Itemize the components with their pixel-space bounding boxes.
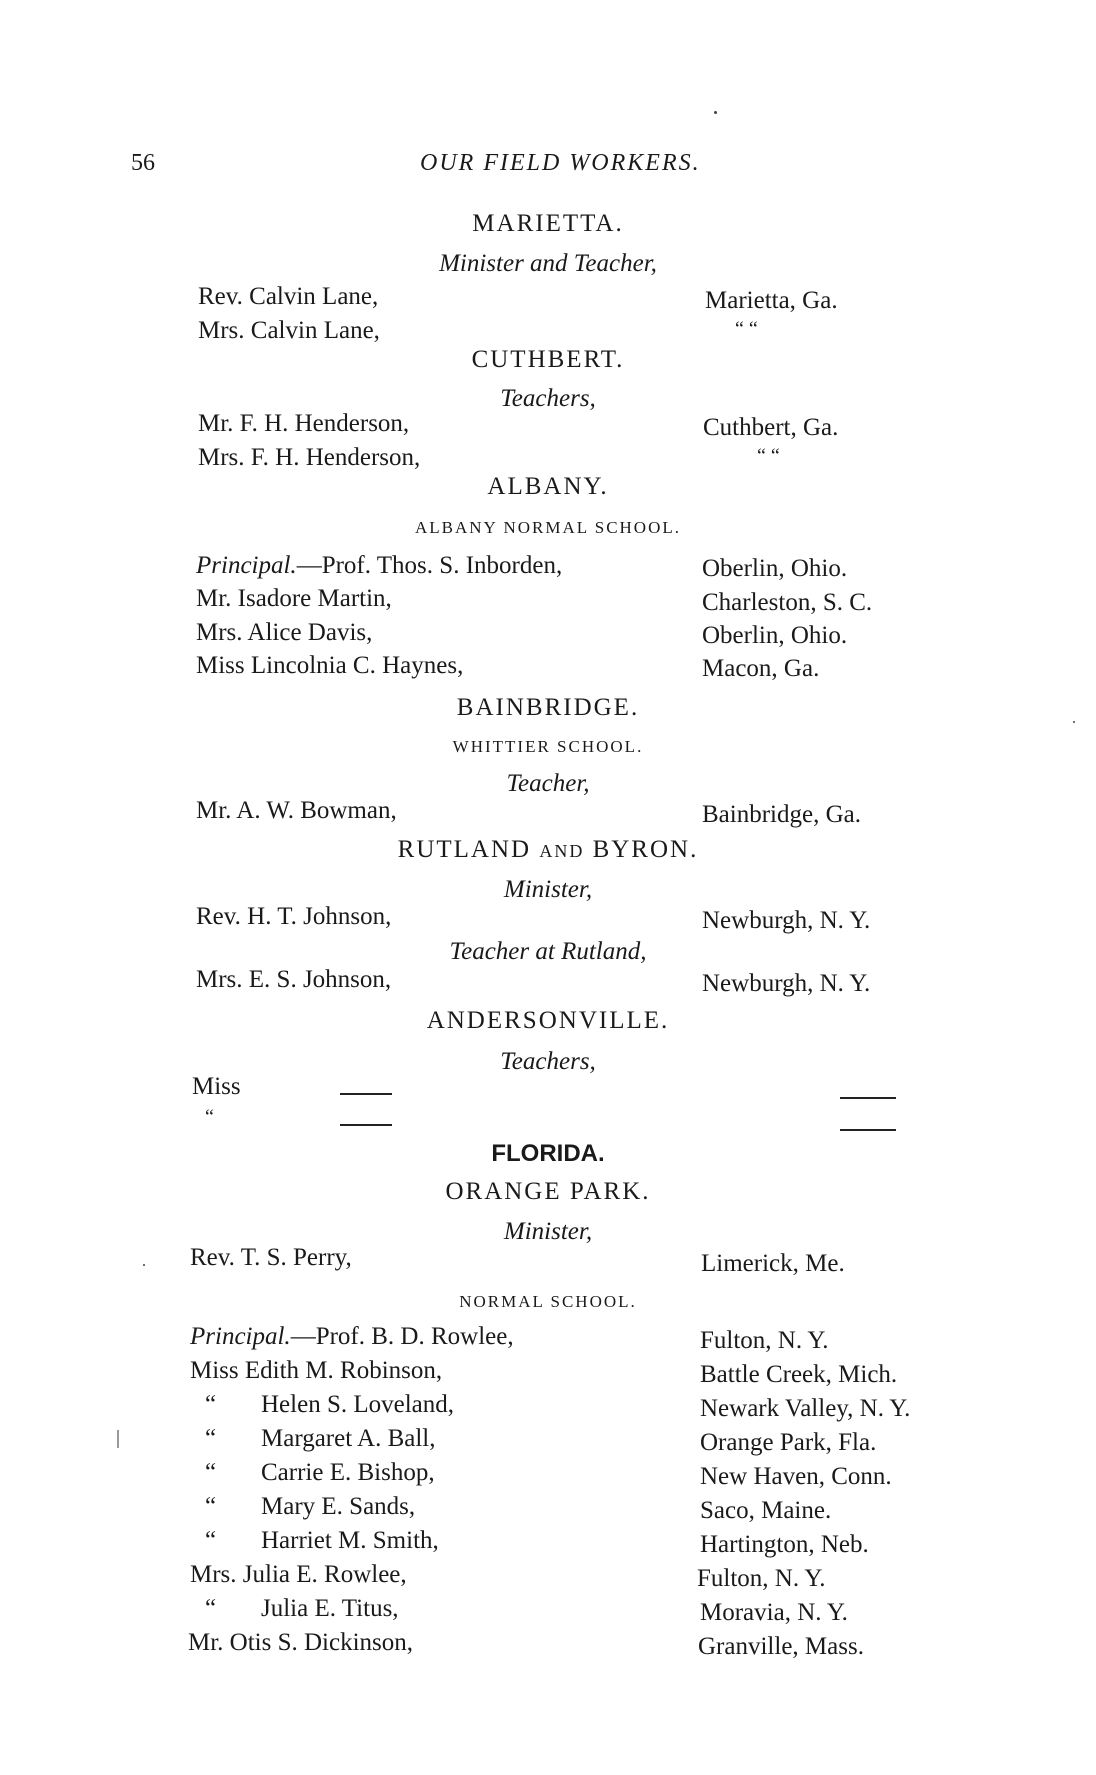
entry-name-text: Mary E. Sands, [261,1493,416,1520]
entry-name: Mr. Otis S. Dickinson, [188,1629,414,1656]
entry-name: Mrs. E. S. Johnson, [196,966,392,993]
role-orange-park: Minister, [503,1218,593,1245]
place-heading-albany: ALBANY. [487,473,609,500]
entry-name: Mr. F. H. Henderson, [198,410,410,437]
school-heading-albany: ALBANY NORMAL SCHOOL. [415,518,681,537]
page-number: 56 [131,150,155,176]
principal-name: —Prof. Thos. S. Inborden, [296,552,563,579]
entry-location: Hartington, Neb. [700,1531,869,1558]
heading-and: AND [539,841,585,861]
principal-label: Principal. [190,1323,291,1350]
role-cuthbert: Teachers, [500,385,596,412]
entry-name: Miss Lincolnia C. Haynes, [196,652,464,679]
place-heading-andersonville: ANDERSONVILLE. [426,1007,670,1034]
school-heading-bainbridge: WHITTIER SCHOOL. [452,737,644,756]
state-heading-florida: FLORIDA. [491,1140,605,1167]
entry-name: Rev. Calvin Lane, [198,283,379,310]
role-andersonville: Teachers, [500,1048,596,1075]
entry-location: Charleston, S. C. [702,589,873,616]
ditto-mark: “ [205,1425,217,1452]
place-heading-rutland-byron [0,836,1096,864]
ditto-mark: “ [205,1391,217,1418]
entry-location: Moravia, N. Y. [700,1599,848,1626]
blank-name-dash [340,1093,392,1095]
principal-line [190,1323,514,1351]
entry-location: Newburgh, N. Y. [702,970,871,997]
entry-name [205,1493,415,1521]
school-heading-normal: NORMAL SCHOOL. [459,1292,637,1311]
entry-name: Mrs. Julia E. Rowlee, [190,1561,407,1588]
blank-location-dash [840,1097,896,1099]
ink-speck [117,1430,119,1448]
role-marietta: Minister and Teacher, [439,250,657,277]
ink-speck [143,1264,145,1266]
ditto-mark: “ [205,1527,217,1554]
entry-name [205,1391,454,1419]
principal-line [196,552,562,580]
entry-location: Macon, Ga. [702,655,820,682]
entry-name [205,1595,399,1623]
entry-name: Mrs. F. H. Henderson, [198,444,421,471]
entry-name: Rev. T. S. Perry, [190,1244,352,1271]
entry-location: Marietta, Ga. [705,287,838,314]
entry-name: Mrs. Calvin Lane, [198,317,380,344]
role-rutland-minister: Minister, [503,876,593,903]
entry-name: Mr. A. W. Bowman, [196,797,397,824]
entry-location: New Haven, Conn. [700,1463,892,1490]
ditto-mark: “ [205,1106,214,1128]
place-heading-orange-park: ORANGE PARK. [445,1178,651,1205]
role-rutland-teacher: Teacher at Rutland, [449,938,647,965]
entry-location: Fulton, N. Y. [697,1565,826,1592]
entry-location: Granville, Mass. [698,1633,864,1660]
entry-location: Oberlin, Ohio. [702,555,848,582]
running-title: OUR FIELD WORKERS. [420,150,701,176]
entry-name-miss: Miss [192,1073,241,1100]
entry-location: Bainbridge, Ga. [702,801,861,828]
ditto-location: “ “ [757,445,780,467]
ditto-mark: “ [205,1493,217,1520]
entry-location: Orange Park, Fla. [700,1429,877,1456]
principal-name: —Prof. B. D. Rowlee, [290,1323,514,1350]
principal-label: Principal. [196,552,297,579]
ditto-location: “ “ [735,318,758,340]
entry-name [205,1527,439,1555]
entry-name [205,1459,435,1487]
place-heading-marietta: MARIETTA. [472,210,624,237]
entry-name-text: Carrie E. Bishop, [261,1459,435,1486]
entry-location: Oberlin, Ohio. [702,622,848,649]
place-heading-bainbridge: BAINBRIDGE. [456,694,640,721]
entry-location: Saco, Maine. [700,1497,832,1524]
entry-location: Cuthbert, Ga. [703,414,839,441]
entry-location: Newburgh, N. Y. [702,907,871,934]
entry-name-text: Helen S. Loveland, [261,1391,455,1418]
entry-name-text: Julia E. Titus, [261,1595,399,1622]
entry-name-text: Margaret A. Ball, [261,1425,436,1452]
ditto-mark: “ [205,1595,217,1622]
entry-location: Fulton, N. Y. [700,1327,829,1354]
ink-speck [714,111,717,114]
entry-name-text: Harriet M. Smith, [261,1527,439,1554]
entry-location: Battle Creek, Mich. [700,1361,898,1388]
entry-name [205,1425,436,1453]
ditto-mark: “ [205,1459,217,1486]
ink-speck [1073,721,1075,723]
place-heading-cuthbert: CUTHBERT. [471,346,625,373]
entry-name: Rev. H. T. Johnson, [196,903,392,930]
role-bainbridge: Teacher, [506,770,590,797]
blank-location-dash [840,1129,896,1131]
entry-name: Mr. Isadore Martin, [196,585,392,612]
entry-location: Limerick, Me. [701,1250,845,1277]
entry-location: Newark Valley, N. Y. [700,1395,911,1422]
heading-byron: BYRON. [592,836,699,863]
entry-name: Mrs. Alice Davis, [196,619,373,646]
blank-name-dash [340,1124,392,1126]
heading-rutland: RUTLAND [397,836,532,863]
entry-name: Miss Edith M. Robinson, [190,1357,443,1384]
